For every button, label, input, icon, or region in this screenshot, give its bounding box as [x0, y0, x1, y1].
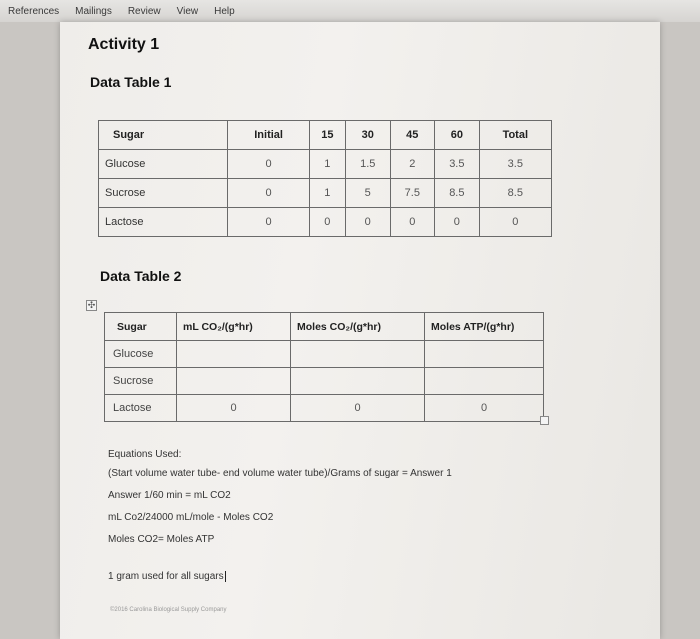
- table-cell[interactable]: 8.5: [479, 179, 551, 208]
- table-cell[interactable]: 8.5: [435, 179, 480, 208]
- note-text: 1 gram used for all sugars: [108, 571, 224, 583]
- table-cell[interactable]: [291, 341, 425, 368]
- table-cell[interactable]: 1: [309, 150, 345, 179]
- equation-line: Answer 1/60 min = mL CO2: [108, 490, 231, 501]
- table-cell[interactable]: Lactose: [105, 395, 177, 422]
- equation-line: (Start volume water tube- end volume water tube)/Grams of sugar = Answer 1: [108, 468, 452, 479]
- table-header-row: [105, 313, 544, 341]
- table-cell[interactable]: 2: [390, 150, 435, 179]
- equation-line: mL Co2/24000 mL/mole - Moles CO2: [108, 512, 274, 523]
- table-cell[interactable]: 1.5: [345, 150, 390, 179]
- table2-title: Data Table 2: [100, 268, 182, 284]
- table-row: [105, 395, 544, 422]
- table-header: 45: [390, 121, 435, 150]
- table-row: [105, 368, 544, 395]
- table-cell[interactable]: Sucrose: [99, 179, 228, 208]
- table-header: Total: [479, 121, 551, 150]
- table-cell[interactable]: 3.5: [479, 150, 551, 179]
- table-cell[interactable]: 0: [390, 208, 435, 237]
- table-cell[interactable]: Lactose: [99, 208, 228, 237]
- tab-review[interactable]: Review: [127, 5, 161, 17]
- table-cell[interactable]: 0: [425, 395, 544, 422]
- text-cursor: [225, 571, 226, 582]
- data-table-2[interactable]: [104, 312, 544, 422]
- table-header: Sugar: [105, 313, 177, 341]
- tab-view[interactable]: View: [176, 5, 199, 17]
- table-cell[interactable]: [291, 368, 425, 395]
- table-cell[interactable]: 3.5: [435, 150, 480, 179]
- table-move-handle-icon[interactable]: ✣: [87, 300, 96, 310]
- table-row: [99, 208, 552, 237]
- table-cell[interactable]: Glucose: [105, 341, 177, 368]
- table-cell[interactable]: Sucrose: [105, 368, 177, 395]
- ribbon-tabs: [0, 0, 700, 22]
- table-cell[interactable]: 1: [309, 179, 345, 208]
- table-header: mL CO₂/(g*hr): [177, 313, 291, 341]
- data-table-1[interactable]: [98, 120, 552, 237]
- table-cell[interactable]: 0: [228, 179, 309, 208]
- table-cell[interactable]: [425, 368, 544, 395]
- table-cell[interactable]: 0: [309, 208, 345, 237]
- table-cell[interactable]: 0: [228, 208, 309, 237]
- table-cell[interactable]: 0: [345, 208, 390, 237]
- document-page[interactable]: [60, 22, 660, 639]
- table-cell[interactable]: [177, 341, 291, 368]
- table-resize-handle[interactable]: [540, 416, 549, 425]
- tab-references[interactable]: References: [8, 5, 60, 17]
- table-row: [99, 179, 552, 208]
- copyright-footer: ©2016 Carolina Biological Supply Company: [110, 607, 227, 613]
- table-header: 15: [309, 121, 345, 150]
- tab-help[interactable]: Help: [214, 5, 235, 17]
- table-cell[interactable]: 5: [345, 179, 390, 208]
- table-header-row: [99, 121, 552, 150]
- table-header: Moles ATP/(g*hr): [425, 313, 544, 341]
- table-cell[interactable]: Glucose: [99, 150, 228, 179]
- table-cell[interactable]: [425, 341, 544, 368]
- table-cell[interactable]: [177, 368, 291, 395]
- table-header: Moles CO₂/(g*hr): [291, 313, 425, 341]
- table-cell[interactable]: 0: [177, 395, 291, 422]
- equation-line: Moles CO2= Moles ATP: [108, 534, 215, 545]
- note-line[interactable]: [108, 571, 226, 582]
- table-header: 30: [345, 121, 390, 150]
- table-header: 60: [435, 121, 480, 150]
- activity-title: Activity 1: [88, 36, 160, 53]
- table-cell[interactable]: 0: [291, 395, 425, 422]
- tab-mailings[interactable]: Mailings: [75, 5, 112, 17]
- table-cell[interactable]: 0: [228, 150, 309, 179]
- equations-heading: Equations Used:: [108, 449, 182, 460]
- table-row: [105, 341, 544, 368]
- table-cell[interactable]: 0: [435, 208, 480, 237]
- table-header: Sugar: [99, 121, 228, 150]
- table-header: Initial: [228, 121, 309, 150]
- table1-title: Data Table 1: [90, 74, 172, 90]
- table-row: [99, 150, 552, 179]
- table-cell[interactable]: 0: [479, 208, 551, 237]
- table-cell[interactable]: 7.5: [390, 179, 435, 208]
